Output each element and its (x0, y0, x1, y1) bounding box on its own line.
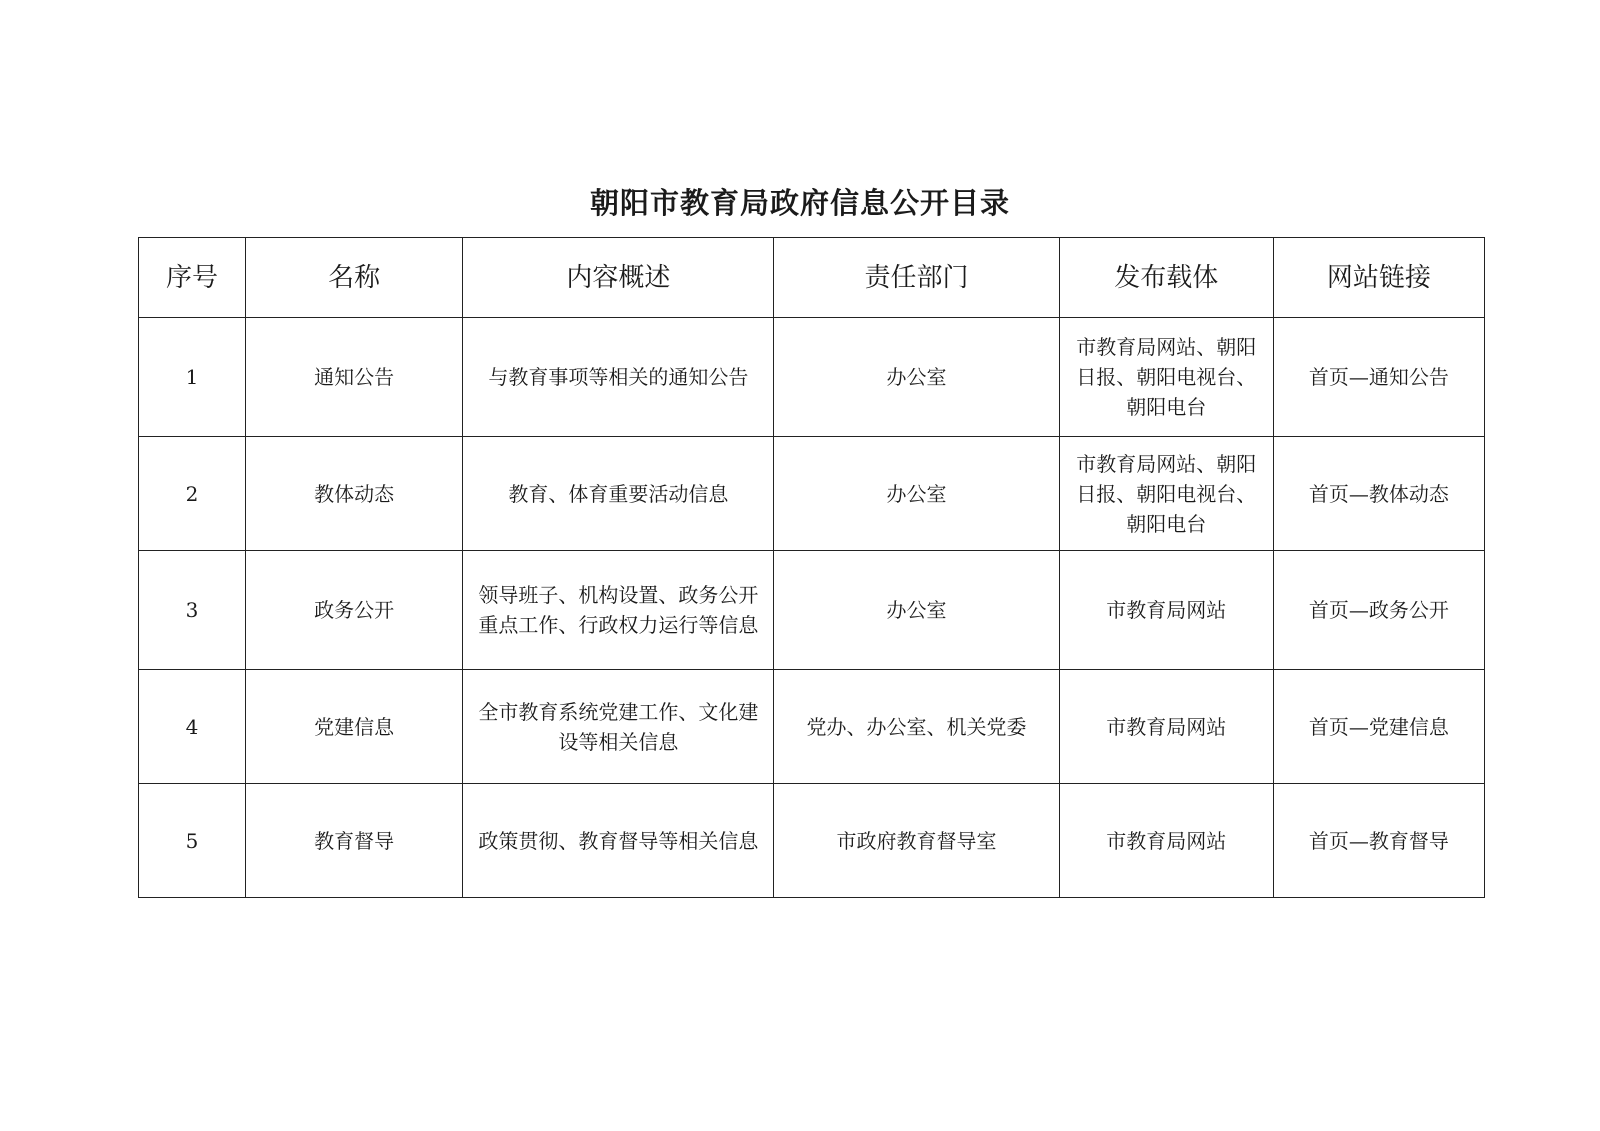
header-desc: 内容概述 (463, 238, 774, 318)
cell-name: 教育督导 (246, 784, 463, 898)
cell-dept: 办公室 (774, 437, 1059, 551)
header-media: 发布载体 (1059, 238, 1273, 318)
table-row (139, 551, 1485, 670)
header-seq: 序号 (139, 238, 246, 318)
cell-link: 首页—党建信息 (1273, 670, 1484, 784)
cell-media: 市教育局网站 (1059, 784, 1273, 898)
cell-desc: 领导班子、机构设置、政务公开重点工作、行政权力运行等信息 (463, 551, 774, 670)
cell-seq: 1 (139, 318, 246, 437)
cell-link: 首页—通知公告 (1273, 318, 1484, 437)
cell-seq: 3 (139, 551, 246, 670)
cell-media: 市教育局网站、朝阳日报、朝阳电视台、朝阳电台 (1059, 437, 1273, 551)
cell-desc: 与教育事项等相关的通知公告 (463, 318, 774, 437)
cell-link: 首页—政务公开 (1273, 551, 1484, 670)
cell-name: 通知公告 (246, 318, 463, 437)
table-row (139, 437, 1485, 551)
cell-link: 首页—教体动态 (1273, 437, 1484, 551)
disclosure-catalog-table (138, 237, 1485, 898)
table-header-row (139, 238, 1485, 318)
cell-dept: 办公室 (774, 551, 1059, 670)
cell-media: 市教育局网站 (1059, 551, 1273, 670)
cell-media: 市教育局网站 (1059, 670, 1273, 784)
cell-dept: 党办、办公室、机关党委 (774, 670, 1059, 784)
cell-seq: 4 (139, 670, 246, 784)
header-link: 网站链接 (1273, 238, 1484, 318)
header-dept: 责任部门 (774, 238, 1059, 318)
cell-dept: 市政府教育督导室 (774, 784, 1059, 898)
table-row (139, 784, 1485, 898)
cell-link: 首页—教育督导 (1273, 784, 1484, 898)
header-name: 名称 (246, 238, 463, 318)
cell-desc: 政策贯彻、教育督导等相关信息 (463, 784, 774, 898)
document-title: 朝阳市教育局政府信息公开目录 (589, 186, 1010, 220)
table-row (139, 318, 1485, 437)
cell-seq: 5 (139, 784, 246, 898)
cell-name: 教体动态 (246, 437, 463, 551)
cell-seq: 2 (139, 437, 246, 551)
cell-desc: 教育、体育重要活动信息 (463, 437, 774, 551)
table-row (139, 670, 1485, 784)
cell-name: 政务公开 (246, 551, 463, 670)
cell-dept: 办公室 (774, 318, 1059, 437)
cell-media: 市教育局网站、朝阳日报、朝阳电视台、朝阳电台 (1059, 318, 1273, 437)
cell-desc: 全市教育系统党建工作、文化建设等相关信息 (463, 670, 774, 784)
cell-name: 党建信息 (246, 670, 463, 784)
